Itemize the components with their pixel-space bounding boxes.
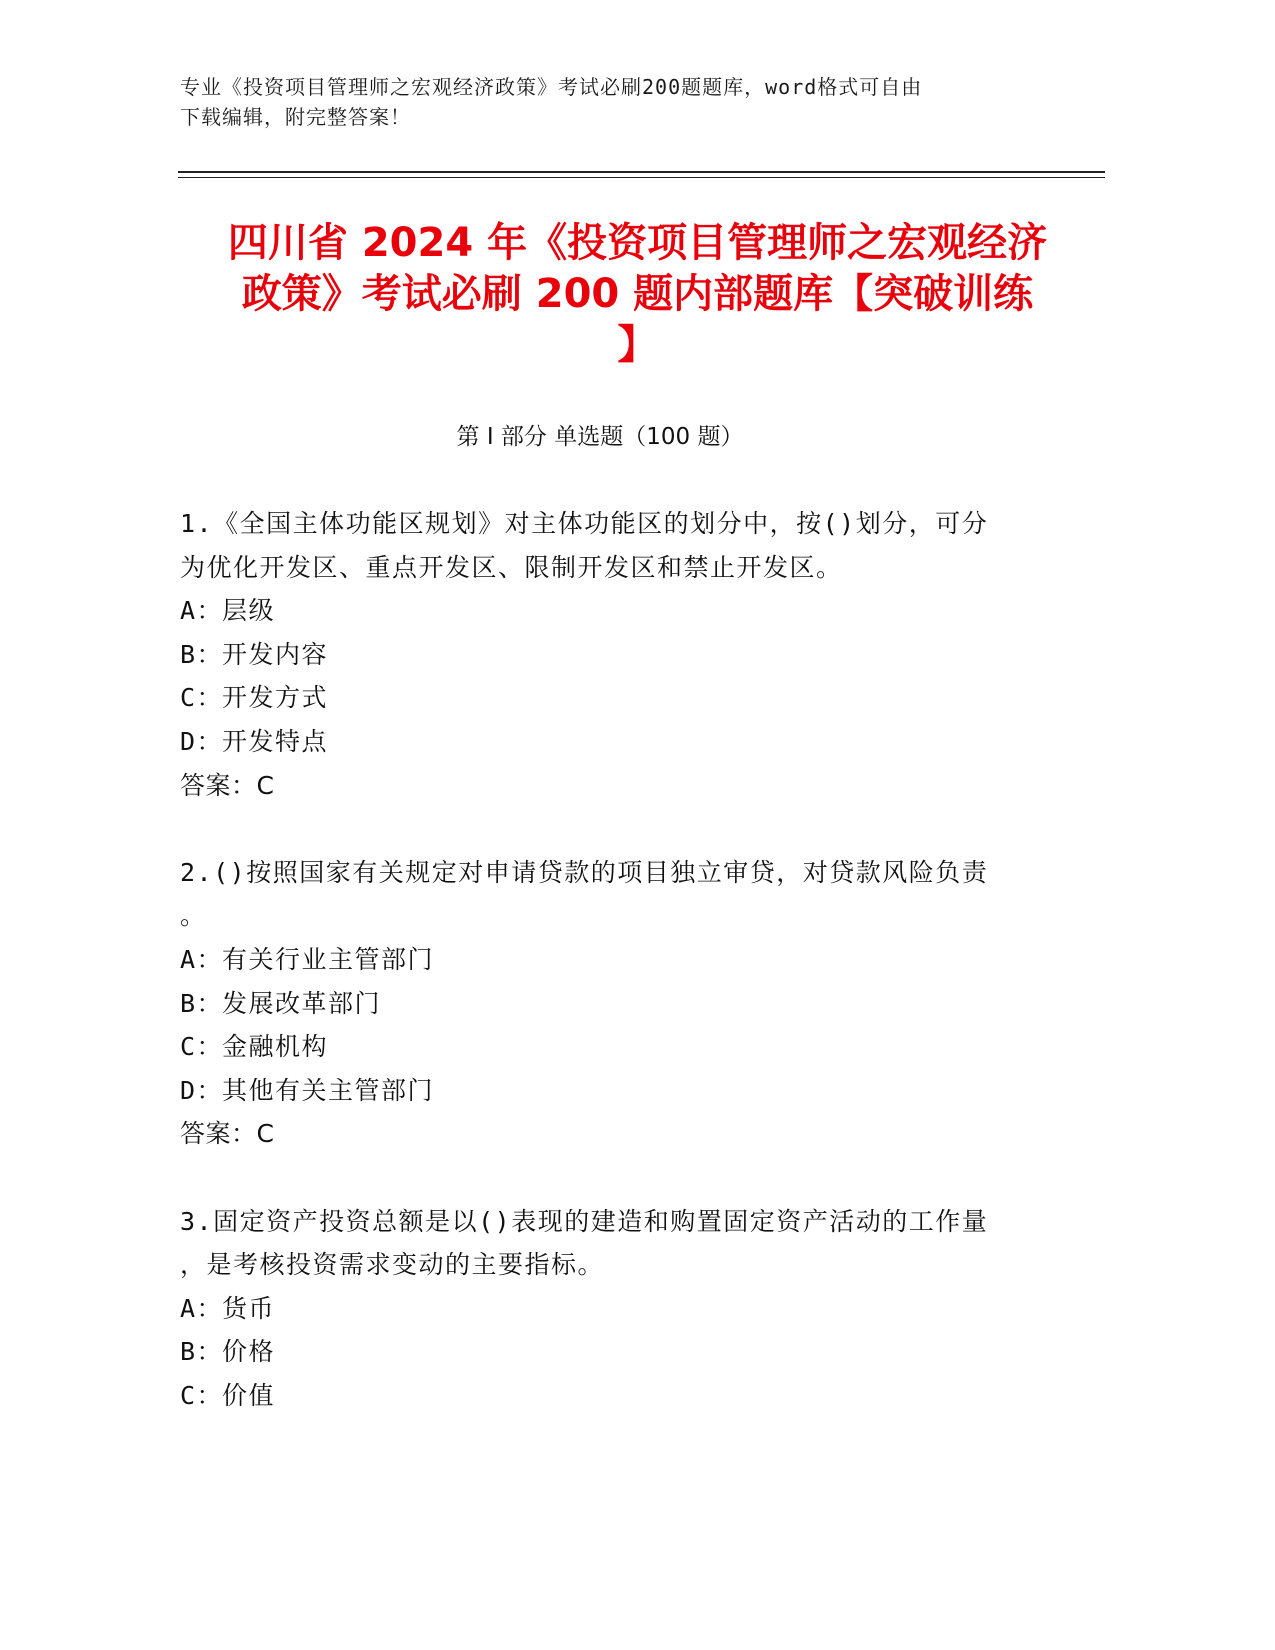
question-text-line: 1.《全国主体功能区规划》对主体功能区的划分中，按()划分，可分 <box>180 509 989 538</box>
option-text: 发展改革部门 <box>222 988 382 1018</box>
option-text: 有关行业主管部门 <box>222 944 435 974</box>
option-b <box>180 982 988 1026</box>
answer-line: 答案：C <box>180 1119 275 1149</box>
page-header-note <box>180 72 922 132</box>
question-text-line: ，是考核投资需求变动的主要指标。 <box>180 1250 605 1280</box>
option-text: 其他有关主管部门 <box>222 1075 435 1105</box>
option-c <box>180 1025 988 1069</box>
question-text-line: 3.固定资产投资总额是以()表现的建造和购置固定资产活动的工作量 <box>180 1206 989 1236</box>
question-3 <box>180 1200 988 1418</box>
option-label: C： <box>180 1380 224 1410</box>
option-label: D： <box>180 726 224 756</box>
option-d <box>180 720 988 764</box>
option-label: B： <box>180 1337 224 1367</box>
header-divider-thick <box>178 171 1105 173</box>
option-label: B： <box>180 988 224 1018</box>
option-text: 价值 <box>222 1380 276 1410</box>
option-label: B： <box>180 639 224 669</box>
option-text: 价格 <box>222 1337 276 1367</box>
question-text-line: 为优化开发区、重点开发区、限制开发区和禁止开发区。 <box>180 552 843 582</box>
option-b <box>180 1330 988 1374</box>
option-a <box>180 1287 988 1331</box>
option-a <box>180 589 988 633</box>
option-label: C： <box>180 1032 224 1062</box>
section-heading: 第 I 部分 单选题（100 题） <box>456 424 744 450</box>
question-list <box>180 502 988 1461</box>
header-line: 专业《投资项目管理师之宏观经济政策》考试必刷200题题库，word格式可自由 <box>180 75 923 99</box>
option-text: 金融机构 <box>222 1032 329 1062</box>
question-text-line: 。 <box>180 901 207 931</box>
option-text: 货币 <box>222 1293 276 1323</box>
title-line: 四川省 2024 年《投资项目管理师之宏观经济 <box>227 220 1048 266</box>
header-line: 下载编辑，附完整答案！ <box>180 105 411 129</box>
question-text-line: 2.()按照国家有关规定对申请贷款的项目独立审贷，对贷款风险负责 <box>180 857 989 887</box>
option-c <box>180 1374 988 1418</box>
document-title <box>0 218 1275 371</box>
option-text: 开发方式 <box>222 683 329 713</box>
option-text: 开发特点 <box>222 726 329 756</box>
header-divider-thin <box>178 177 1105 178</box>
option-b <box>180 633 988 677</box>
question-2 <box>180 851 988 1156</box>
question-1 <box>180 502 988 807</box>
option-label: A： <box>180 596 224 626</box>
option-c <box>180 676 988 720</box>
answer-line: 答案：C <box>180 770 275 800</box>
option-text: 层级 <box>222 596 276 626</box>
option-label: A： <box>180 1293 224 1323</box>
option-label: D： <box>180 1075 224 1105</box>
option-d <box>180 1069 988 1113</box>
option-label: C： <box>180 683 224 713</box>
title-line: 】 <box>617 322 658 368</box>
option-a <box>180 938 988 982</box>
option-label: A： <box>180 944 224 974</box>
title-line: 政策》考试必刷 200 题内部题库【突破训练 <box>241 271 1034 317</box>
option-text: 开发内容 <box>222 639 329 669</box>
